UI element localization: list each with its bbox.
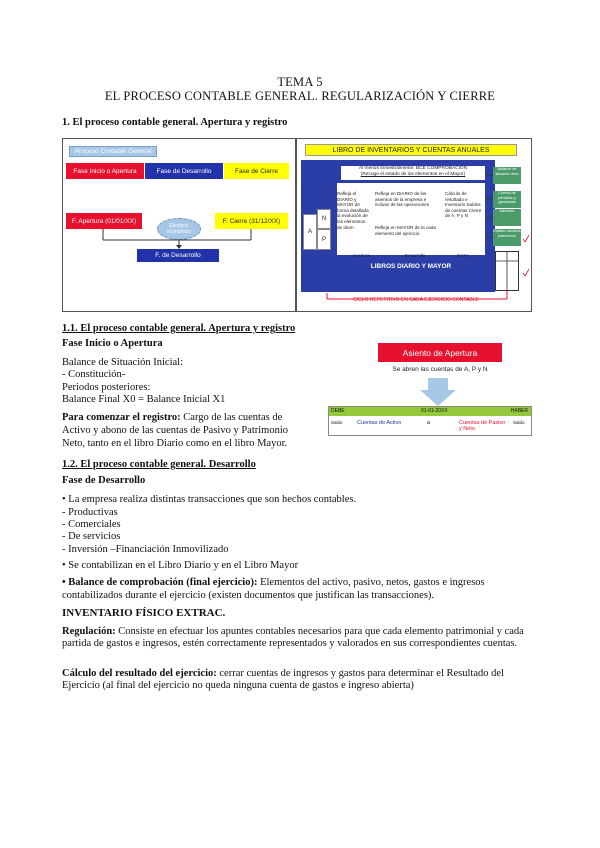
bullet-balance-line2: contabilizados durante el ejercicio (existen documentos que justifican las transacciones). — [62, 590, 435, 601]
a-label: a — [427, 420, 431, 426]
apertura-label: Apertura — [352, 253, 370, 258]
constitucion-line: - Constitución- — [62, 369, 126, 380]
cuentas-activo: Cuentas de Activo — [357, 420, 402, 426]
right-box-3: Memoria — [493, 209, 521, 226]
cuentas-pasivo: Cuentas de Pasivo y Neto — [459, 420, 506, 432]
regulacion-rest: Consiste en efectuar los apuntes contables necesarios para que cada elemento patrimonial y cada partida de gastos e ingresos, estén correctamente representados y valorados en sus correspondientes cuentas. — [62, 626, 524, 650]
asiento-caption: Se abren las cuentas de A, P y N — [392, 366, 488, 373]
balance-bold: • Balance de comprobación (final ejercicio): — [62, 577, 258, 588]
section-1-2-heading: 1.2. El proceso contable general. Desarrollo — [62, 459, 256, 470]
bce-line2: (Recoge el estado de los elementos en el Mayor) — [360, 172, 466, 177]
phase-dev-box: Fase de Desarrollo — [145, 163, 223, 179]
comenzar-bold: Para comenzar el registro: — [62, 412, 181, 423]
page-title: EL PROCESO CONTABLE GENERAL. REGULARIZACIÓN Y CIERRE — [104, 89, 496, 103]
comenzar-rest: Cargo de las cuentas de — [180, 412, 283, 423]
regulacion-bold: Regulación: — [62, 626, 116, 637]
calculo-paragraph — [62, 668, 532, 693]
col2a-text: Refleja en DIARIO de los asientos de la empresa e incluso de las operaciones — [375, 191, 430, 208]
section-1-1-heading: 1.1. El proceso contable general. Apertura y registro — [62, 323, 296, 334]
item-servicios: - De servicios — [62, 531, 121, 542]
ejercicio-circle: Ejercicio económico — [157, 218, 201, 240]
comenzar-line3: Neto, tanto en el libro Diario como en el libro Mayor. — [62, 438, 288, 449]
apertura-box: F. Apertura (01/01/XX) — [66, 213, 142, 229]
balance-final-line: Balance Final X0 = Balance Inicial X1 — [62, 394, 226, 405]
saldo-haber: Saldo — [513, 420, 525, 425]
item-comerciales: - Comerciales — [62, 519, 121, 530]
desarrollo-box: F. de Desarrollo — [137, 249, 219, 262]
desarrollo-label: Desarrollo — [404, 253, 426, 258]
fase-desarrollo-label: Fase de Desarrollo — [62, 475, 146, 486]
regulacion-paragraph — [62, 626, 532, 651]
arrows-svg — [63, 139, 297, 313]
col1-text: Refleja el DIARIO y MAYOR de forma detallada la evolución de los elementos de ídem — [337, 191, 369, 230]
tema-title: TEMA 5 — [277, 75, 323, 89]
balance-rest: Elementos del activo, pasivo, netos, gastos e ingresos — [257, 577, 485, 588]
comenzar-line1 — [62, 412, 282, 425]
bce-line1: Al menos trimestralmente: BCE COMPROBACIÓN — [358, 166, 468, 171]
debe-label: DEBE — [331, 408, 345, 414]
date-label: 01-01-20XX — [421, 408, 448, 414]
left-n: N — [317, 209, 331, 229]
section-1-heading: 1. El proceso contable general. Apertura y registro — [62, 117, 288, 128]
comenzar-line2: Activo y abono de las cuentas de Pasivo y Patrimonio — [62, 425, 289, 436]
right-box-4: Estado cambios patrimonio — [493, 229, 521, 246]
ciclo-label: CICLO REPETITIVO EN CADA EJERCICIO CONTABLE — [353, 297, 479, 303]
process-diagram — [62, 138, 296, 312]
libros-diagram — [296, 138, 532, 312]
proceso-label: Proceso Contable General — [69, 146, 157, 157]
saldo-debe: Saldo — [331, 420, 343, 425]
ledger-header — [329, 407, 531, 416]
down-arrow-icon — [420, 378, 456, 406]
cierre-box: F. Cierre (31/12/XX) — [215, 213, 288, 229]
cierre-label: Cierre — [456, 253, 470, 258]
calculo-bold: Cálculo del resultado del ejercicio: — [62, 668, 217, 679]
calculo-rest: cerrar cuentas de ingresos y gastos para determinar el Resultado del Ejercicio (al final del ejercicio no queda ninguna cuenta de gastos e ingreso abierta) — [62, 668, 504, 692]
libro-banner: LIBRO DE INVENTARIOS Y CUENTAS ANUALES — [305, 144, 517, 156]
ledger-table — [328, 406, 532, 436]
bullet-contabilizan: • Se contabilizan en el Libro Diario y en el Libro Mayor — [62, 560, 299, 571]
fig2-lines — [297, 139, 533, 313]
asiento-apertura-title: Asiento de Apertura — [378, 343, 502, 362]
col3-text: Cálculo de resultado e Inventario Saldos de cuentas Cierre de A, P y N — [445, 191, 482, 219]
bullet-balance-line1 — [62, 577, 485, 590]
libros-banner: LIBROS DIARIO Y MAYOR — [337, 261, 485, 272]
item-productivas: - Productivas — [62, 507, 118, 518]
right-box-2: Cuenta de pérdidas y ganancias — [493, 191, 521, 208]
periodos-line: Periodos posteriores: — [62, 382, 151, 393]
bullet-transacciones: • La empresa realiza distintas transacciones que son hechos contables. — [62, 494, 357, 505]
balance-inicial-line: Balance de Situación Inicial: — [62, 357, 183, 368]
left-a: A — [303, 214, 317, 250]
inventario-heading: INVENTARIO FÍSICO EXTRAC. — [62, 607, 226, 619]
fase-inicio-label: Fase Inicio o Apertura — [62, 338, 163, 349]
phase-close-box: Fase de Cierre — [224, 163, 289, 179]
item-inversion: - Inversión –Financiación Inmovilizado — [62, 544, 229, 555]
col2b-text: Refleja en MAYOR de la cada elemento del ejercicio — [375, 225, 436, 236]
haber-label: HABER — [510, 408, 528, 414]
right-box-1: Balance de situación final — [493, 167, 521, 184]
phase-start-box: Fase Inicio o Apertura — [66, 163, 144, 179]
left-p: P — [317, 229, 331, 250]
